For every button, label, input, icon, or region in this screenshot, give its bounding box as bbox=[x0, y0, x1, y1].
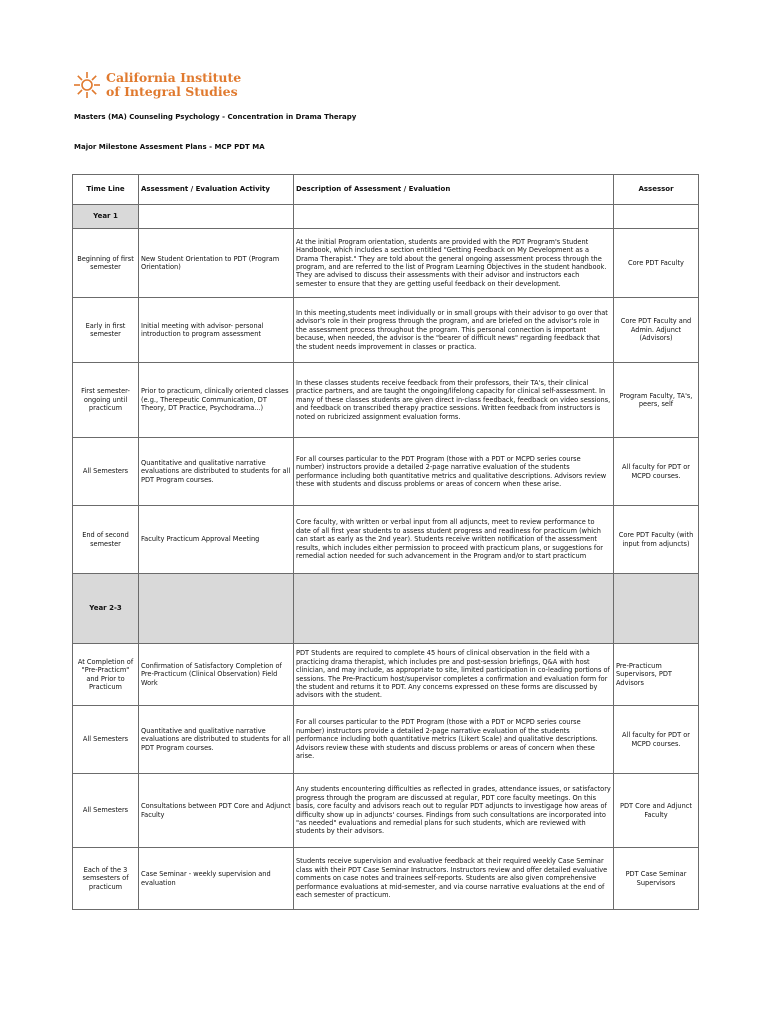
table-row bbox=[73, 298, 699, 363]
assessor-cell: All faculty for PDT or MCPD courses. bbox=[614, 438, 699, 506]
description-cell: PDT Students are required to complete 45 hours of clinical observation in the field with a practicing drama therapist, which includes pre and post-session briefings, Q&A with host clinician, and may include, as appropriate to site, limited participation in co-leading portions of sessions. The Pre-Practicum host/supervisor completes a confirmation and evaluation form for the student and returns it to PDT. Any concerns expressed on these forms are discussed by advisors with the student. bbox=[294, 644, 614, 706]
year-1-row bbox=[73, 205, 699, 229]
time-cell: Beginning of first semester bbox=[73, 229, 139, 298]
assessor-cell: Program Faculty, TA's, peers, self bbox=[614, 363, 699, 438]
activity-cell: Quantitative and qualitative narrative evaluations are distributed to students for all PDT Program courses. bbox=[139, 438, 294, 506]
description-cell: In these classes students receive feedback from their professors, their TA's, their clinical practice partners, and are taught the ongoing/lifelong capacity for clinical self-assessment. In many of these classes students are given direct in-class feedback, feedback on video sessions, and feedback on transcribed therapy practice sessions. Written feedback from instructors is noted on rubricized assignment evaluation forms. bbox=[294, 363, 614, 438]
header-time-line: Time Line bbox=[73, 175, 139, 205]
assessor-cell: PDT Case Seminar Supervisors bbox=[614, 848, 699, 910]
description-cell: Students receive supervision and evaluative feedback at their required weekly Case Seminar class with their PDT Case Seminar Instructors. Instructors review and offer detailed evaluative comments on case notes and trainees self-reports. Students are also given comprehensive performance evaluations at mid-semester, and via course narrative evaluations at the end of each semester of practicum. bbox=[294, 848, 614, 910]
table-row bbox=[73, 706, 699, 774]
year-1-label: Year 1 bbox=[73, 205, 139, 229]
description-cell: For all courses particular to the PDT Program (those with a PDT or MCPD series course number) instructors provide a detailed 2-page narrative evaluation of the students performance including both quantitative metrics and qualitative descriptions. Advisors review these with students and discuss problems or areas of concern when these arise. bbox=[294, 438, 614, 506]
table-row bbox=[73, 229, 699, 298]
assessor-cell: Core PDT Faculty bbox=[614, 229, 699, 298]
program-heading: Masters (MA) Counseling Psychology - Concentration in Drama Therapy bbox=[74, 113, 357, 121]
time-cell: At Completion of "Pre-Practicm" and Prior to Practicum bbox=[73, 644, 139, 706]
logo-line-2: of Integral Studies bbox=[106, 84, 238, 99]
activity-cell: Prior to practicum, clinically oriented classes (e.g., Therepeutic Communication, DT Theory, DT Practice, Psychodrama...) bbox=[139, 363, 294, 438]
ciis-seal-icon bbox=[72, 70, 102, 100]
description-cell: Any students encountering difficulties as reflected in grades, attendance issues, or satisfactory progress through the program are discussed at regular, PDT core faculty meetings. On this basis, core faculty and advisors reach out to regular PDT adjuncts to investigage how areas of difficulty show up in adjuncts' courses. Findings from such consultations are incorporated into "as needed" evaluations and remedial plans for such students, which are reviewed with students by their advisors. bbox=[294, 774, 614, 848]
activity-cell: Initial meeting with advisor- personal introduction to program assessment bbox=[139, 298, 294, 363]
description-cell: For all courses particular to the PDT Program (those with a PDT or MCPD series course number) instructors provide a detailed 2-page narrative evaluation of the students performance including both quantitative metrics (Likert Scale) and qualitative descriptions. Advisors review these with students and discuss problems or areas of concern when these arise. bbox=[294, 706, 614, 774]
table-row bbox=[73, 848, 699, 910]
logo bbox=[72, 68, 241, 102]
year-2-label: Year 2-3 bbox=[73, 574, 139, 644]
activity-cell: Case Seminar - weekly supervision and evaluation bbox=[139, 848, 294, 910]
description-cell: Core faculty, with written or verbal input from all adjuncts, meet to review performance to date of all first year students to assess student progress and readiness for practicum (which can start as early as the 2nd year). Students receive written notification of the assessment results, which includes either permission to proceed with practicum plans, or suggestions for remedial action needed for such advancement in the Program and/or to start practicum bbox=[294, 506, 614, 574]
time-cell: End of second semester bbox=[73, 506, 139, 574]
table-row bbox=[73, 644, 699, 706]
table-header-row bbox=[73, 175, 699, 205]
table-row bbox=[73, 363, 699, 438]
time-cell: All Semesters bbox=[73, 706, 139, 774]
time-cell: Each of the 3 semsesters of practicum bbox=[73, 848, 139, 910]
logo-line-1: California Institute bbox=[106, 70, 242, 85]
activity-cell: Consultations between PDT Core and Adjunct Faculty bbox=[139, 774, 294, 848]
description-cell: In this meeting,students meet individually or in small groups with their advisor to go over that advisor's role in their progress through the program, and are briefed on the advisor's role in the assessment process throughout the program. This personal connection is important because, when needed, the advisor is the "bearer of difficult news" regarding feedback that the student needs improvement in classes or practica. bbox=[294, 298, 614, 363]
assessor-cell: Core PDT Faculty (with input from adjuncts) bbox=[614, 506, 699, 574]
table-row bbox=[73, 774, 699, 848]
assessor-cell: Pre-Practicum Supervisors, PDT Advisors bbox=[614, 644, 699, 706]
table-row bbox=[73, 506, 699, 574]
header-description: Description of Assessment / Evaluation bbox=[294, 175, 614, 205]
header-assessor: Assessor bbox=[614, 175, 699, 205]
assessor-cell: PDT Core and Adjunct Faculty bbox=[614, 774, 699, 848]
logo-text bbox=[106, 71, 241, 99]
plan-heading: Major Milestone Assesment Plans - MCP PDT MA bbox=[74, 143, 265, 151]
time-cell: Early in first semester bbox=[73, 298, 139, 363]
activity-cell: Quantitative and qualitative narrative evaluations are distributed to students for all PDT Program courses. bbox=[139, 706, 294, 774]
year-2-row bbox=[73, 574, 699, 644]
assessment-plan-table bbox=[72, 174, 699, 910]
header-activity: Assessment / Evaluation Activity bbox=[139, 175, 294, 205]
assessor-cell: Core PDT Faculty and Admin. Adjunct (Advisors) bbox=[614, 298, 699, 363]
time-cell: All Semesters bbox=[73, 438, 139, 506]
time-cell: First semester- ongoing until practicum bbox=[73, 363, 139, 438]
table-row bbox=[73, 438, 699, 506]
activity-cell: Confirmation of Satisfactory Completion of Pre-Practicum (Clinical Observation) Field Work bbox=[139, 644, 294, 706]
time-cell: All Semesters bbox=[73, 774, 139, 848]
assessor-cell: All faculty for PDT or MCPD courses. bbox=[614, 706, 699, 774]
description-cell: At the initial Program orientation, students are provided with the PDT Program's Student Handbook, which includes a section entitled "Getting Feedback on My Development as a Drama Therapist." They are told about the general ongoing assessment process through the program, and are referred to the list of Program Learning Objectives in the student handbook. They are advised to discuss their assessments with their advisor and instructors each semester to ensure that they are getting useful feedback on their development. bbox=[294, 229, 614, 298]
activity-cell: Faculty Practicum Approval Meeting bbox=[139, 506, 294, 574]
activity-cell: New Student Orientation to PDT (Program Orientation) bbox=[139, 229, 294, 298]
